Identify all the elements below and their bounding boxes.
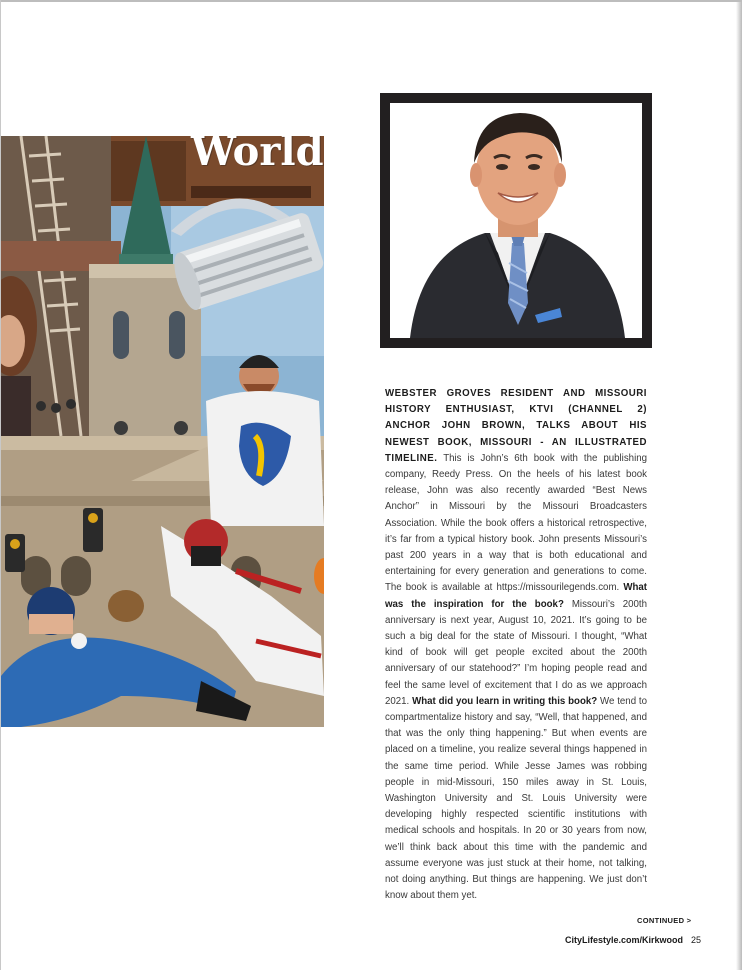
author-portrait: [380, 93, 652, 348]
article-lead: WEBSTER GROVES RESIDENT AND MISSOURI HISTORY ENTHUSIAST, KTVI (CHANNEL 2) ANCHOR JOHN BROWN, TALKS ABOUT HIS NEWEST BOOK, MISSOURI - AN ILLUSTRATED TIMELINE.: [385, 388, 647, 464]
answer-inspiration: Missouri’s 200th anniversary is next year, August 10, 2021. It’s going to be such a big deal for the state of Missouri. I thought, “What kind of book will get people excited about the 200th anniversary of our statehood?” I’m hoping people read and feel the same level of excitement that I do as we approach 2021.: [385, 598, 647, 707]
page-edge-shadow: [736, 0, 742, 970]
history-collage-image: [1, 136, 324, 727]
collage-illustration: [1, 136, 324, 727]
question-learned: What did you learn in writing this book?: [412, 695, 598, 707]
page-footer: [565, 935, 701, 945]
article-paragraph-intro: This is John’s 6th book with the publishing company, Reedy Press. On the heels of his latest book release, John was also recently awarded “Best News Anchor” in Missouri by the Missouri Broadcasters Association. While the book offers a historical retrospective, it’s far from a typical history book. John presents Missouri’s past 200 years in a way that is both educational and entertaining for every generation and generations to come. The book is available at https://missourilegends.com.: [385, 452, 647, 594]
portrait-illustration: [390, 103, 642, 338]
continued-label: CONTINUED >: [637, 916, 692, 925]
world-sign-text: World: [191, 136, 324, 175]
footer-site: CityLifestyle.com/Kirkwood: [565, 935, 684, 945]
article-body: [385, 386, 647, 905]
page-number: 25: [691, 935, 702, 945]
answer-learned: We tend to compartmentalize history and say, “Well, that happened, and that was the only thing happening.” But when events are placed on a timeline, you realize several things happened in the same time period. While Jesse James was robbing people in mid-Missouri, 150 miles away in St. Louis, Washington University and St. Louis University were developing highly respected scientific institutions with medical schools and hospitals. In 20 or 30 years from now, we’ll think back about this time with the pandemic and assume everyone was just stuck at their home, not talking, not doing anything. But things are happening. We just don’t know about them yet.: [385, 695, 647, 902]
question-inspiration: What was the inspiration for the book?: [385, 582, 647, 610]
